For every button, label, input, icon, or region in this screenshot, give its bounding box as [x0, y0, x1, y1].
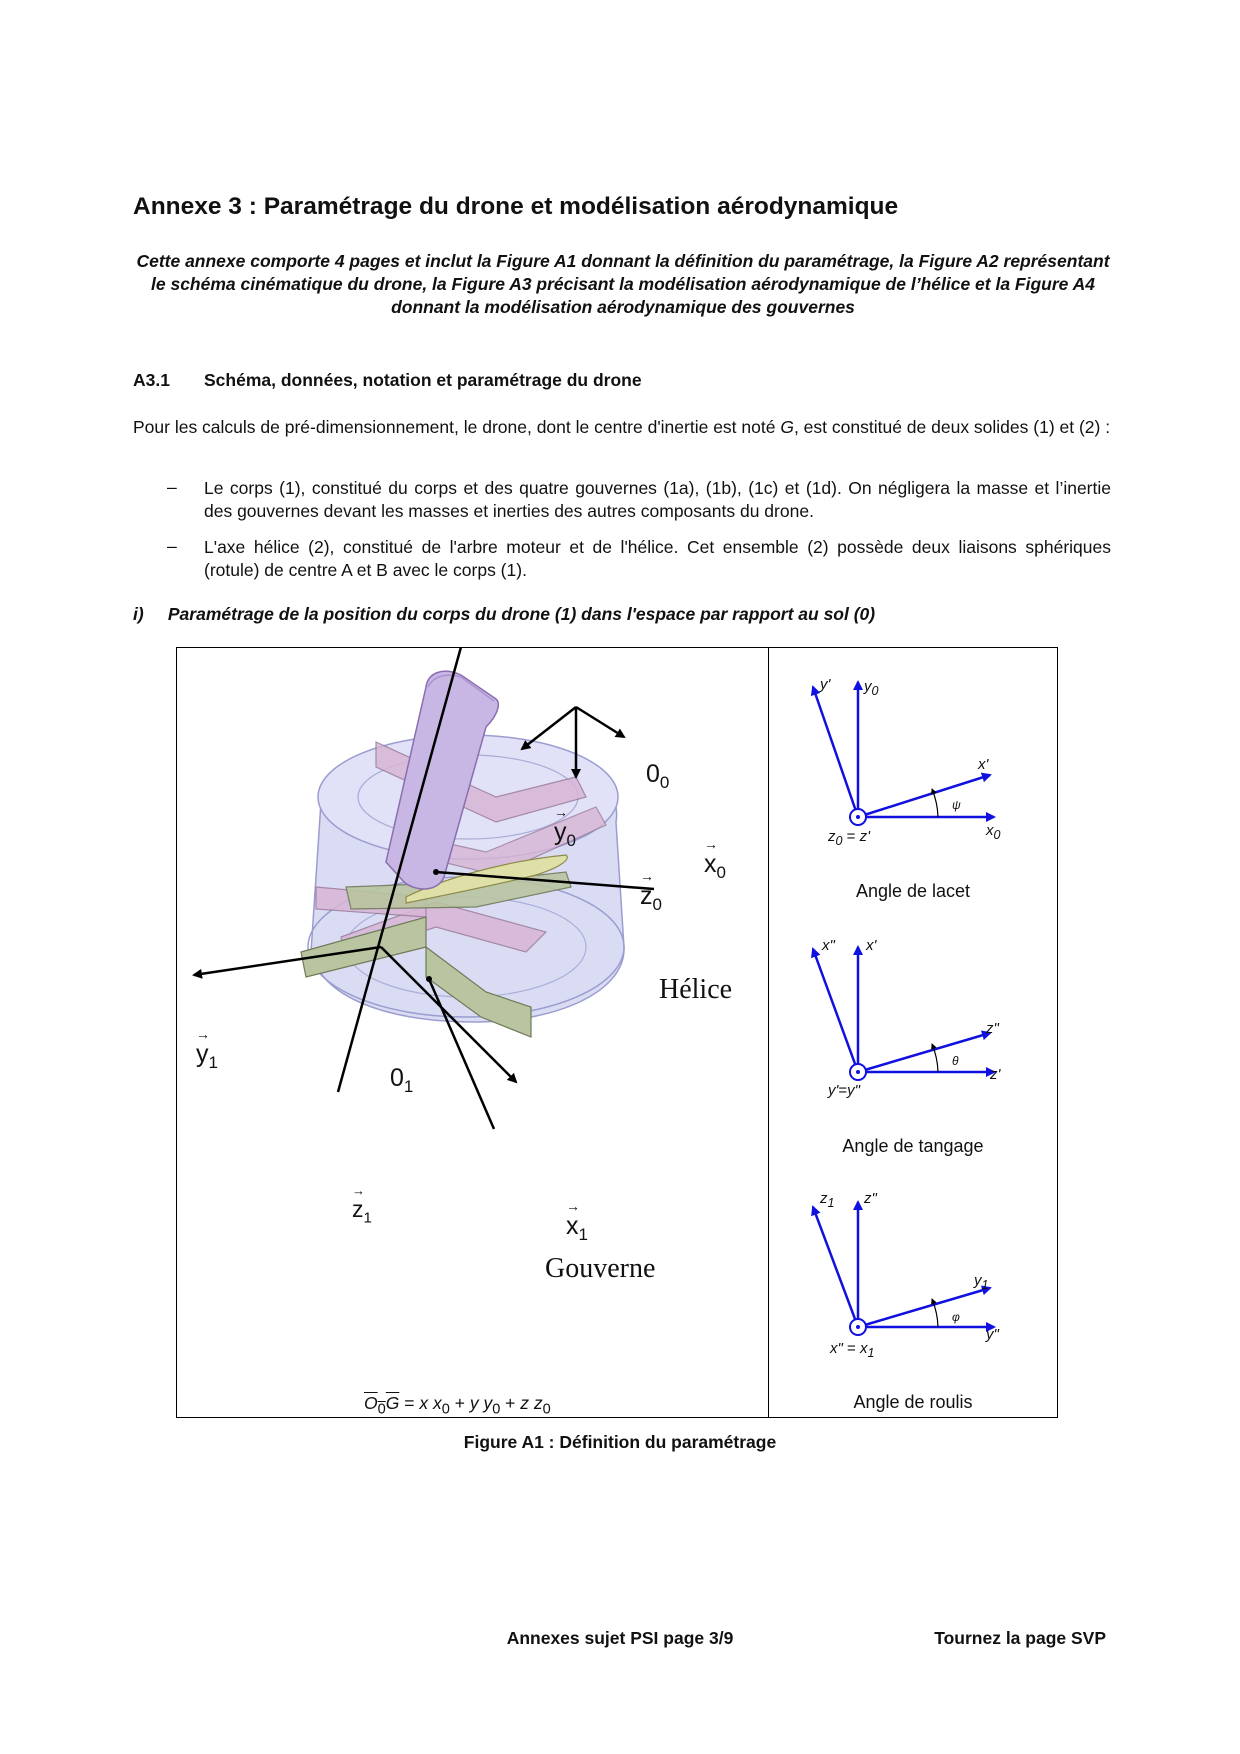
gouverne-label: Gouverne: [545, 1253, 656, 1284]
y0-axis-arrow: [522, 707, 576, 749]
angle-diagrams: [768, 647, 1058, 1418]
helice-label: Hélice: [659, 974, 733, 1005]
tangage-origin: y'=y": [828, 1082, 860, 1099]
y1-label: y → $_1$: [196, 1026, 218, 1072]
bullet-marker-1: –: [167, 477, 177, 497]
para-after: , est constitué de deux solides (1) et (2) :: [793, 417, 1111, 437]
section-title: Schéma, données, notation et paramétrage du drone: [204, 370, 642, 390]
bullet-marker-2: –: [167, 536, 177, 556]
tangage-up-a: x": [822, 937, 835, 954]
z0-label: z → $_0$: [640, 868, 662, 914]
lacet-right-a: x': [978, 756, 989, 773]
roulis-right-a: $y_1$: [974, 1272, 989, 1292]
figure-caption: Figure A1 : Définition du paramétrage: [463, 1432, 777, 1452]
tangage-right-b: z': [990, 1066, 1001, 1083]
lacet-greek: ψ: [952, 798, 961, 812]
roulis-greek: φ: [952, 1310, 960, 1324]
roulis-right-b: y": [986, 1326, 999, 1343]
x1-label: x → $_1$: [566, 1198, 588, 1244]
footer-next: Tournez la page SVP: [934, 1628, 1106, 1648]
x0-axis-arrow: [576, 707, 624, 737]
subsection-title: Paramétrage de la position du corps du drone (1) dans l'espace par rapport au sol (0): [167, 604, 876, 624]
body-paragraph: [133, 416, 1111, 439]
lacet-origin: $z_0 = z'$: [828, 828, 870, 848]
origin1-label: $0_1$: [390, 1064, 414, 1096]
angle-tangage-caption: Angle de tangage: [842, 1136, 984, 1156]
angle-lacet-caption: Angle de lacet: [855, 881, 971, 901]
page-title: Annexe 3 : Paramétrage du drone et modélisation aérodynamique: [133, 193, 899, 220]
para-var: G: [780, 417, 794, 437]
angle-roulis-diagram: [813, 1202, 994, 1335]
roulis-up-a: $z_1$: [820, 1190, 835, 1210]
intro-paragraph: Cette annexe comporte 4 pages et inclut la Figure A1 donnant la définition du paramétrage, la Figure A2 représentant le schéma cinématique du drone, la Figure A3 précisant la modélisation aérodynamique de l’hélice et la Figure A4 donnant la modélisation aérodynamique des gouvernes: [136, 251, 1110, 317]
z1-label: z → $_1$: [352, 1183, 372, 1227]
origin0-label: $0_0$: [646, 760, 670, 792]
y0-label: y → $_0$: [554, 804, 576, 850]
para-before: Pour les calculs de pré-dimensionnement, le drone, dont le centre d'inertie est noté: [133, 417, 781, 437]
footer-page: Annexes sujet PSI page 3/9: [506, 1628, 734, 1648]
bullet-item-2: L'axe hélice (2), constitué de l'arbre moteur et de l'hélice. Cet ensemble (2) possède deux liaisons sphériques (rotule) de centre A et B avec le corps (1).: [204, 537, 1111, 580]
roulis-origin: x" = $x_1$: [830, 1340, 875, 1360]
subsection-heading: [133, 604, 875, 625]
roulis-up-b: z": [864, 1190, 877, 1207]
angle-lacet-diagram: [813, 682, 994, 825]
section-number: A3.1: [133, 370, 170, 390]
lacet-right-b: $x_0$: [986, 822, 1001, 842]
subsection-number: i): [133, 604, 144, 624]
position-formula: $O_0G = x$ $x_0 + y$ $y_0 + z$ $z_0$: [364, 1393, 551, 1418]
drone-illustration: [176, 647, 768, 1418]
tangage-right-a: z": [986, 1020, 999, 1037]
angle-tangage-diagram: [813, 947, 994, 1080]
lacet-up-a: y': [820, 676, 831, 693]
x0-label: x → $_0$: [704, 836, 726, 882]
angle-roulis-caption: Angle de roulis: [853, 1392, 973, 1412]
bullet-item-1: Le corps (1), constitué du corps et des quatre gouvernes (1a), (1b), (1c) et (1d). On négligera la masse et l’inertie des gouvernes devant les masses et inerties des autres composants du drone.: [204, 478, 1111, 521]
tangage-greek: θ: [952, 1054, 959, 1068]
tangage-up-b: x': [866, 937, 877, 954]
lacet-up-b: $y_0$: [864, 678, 879, 698]
